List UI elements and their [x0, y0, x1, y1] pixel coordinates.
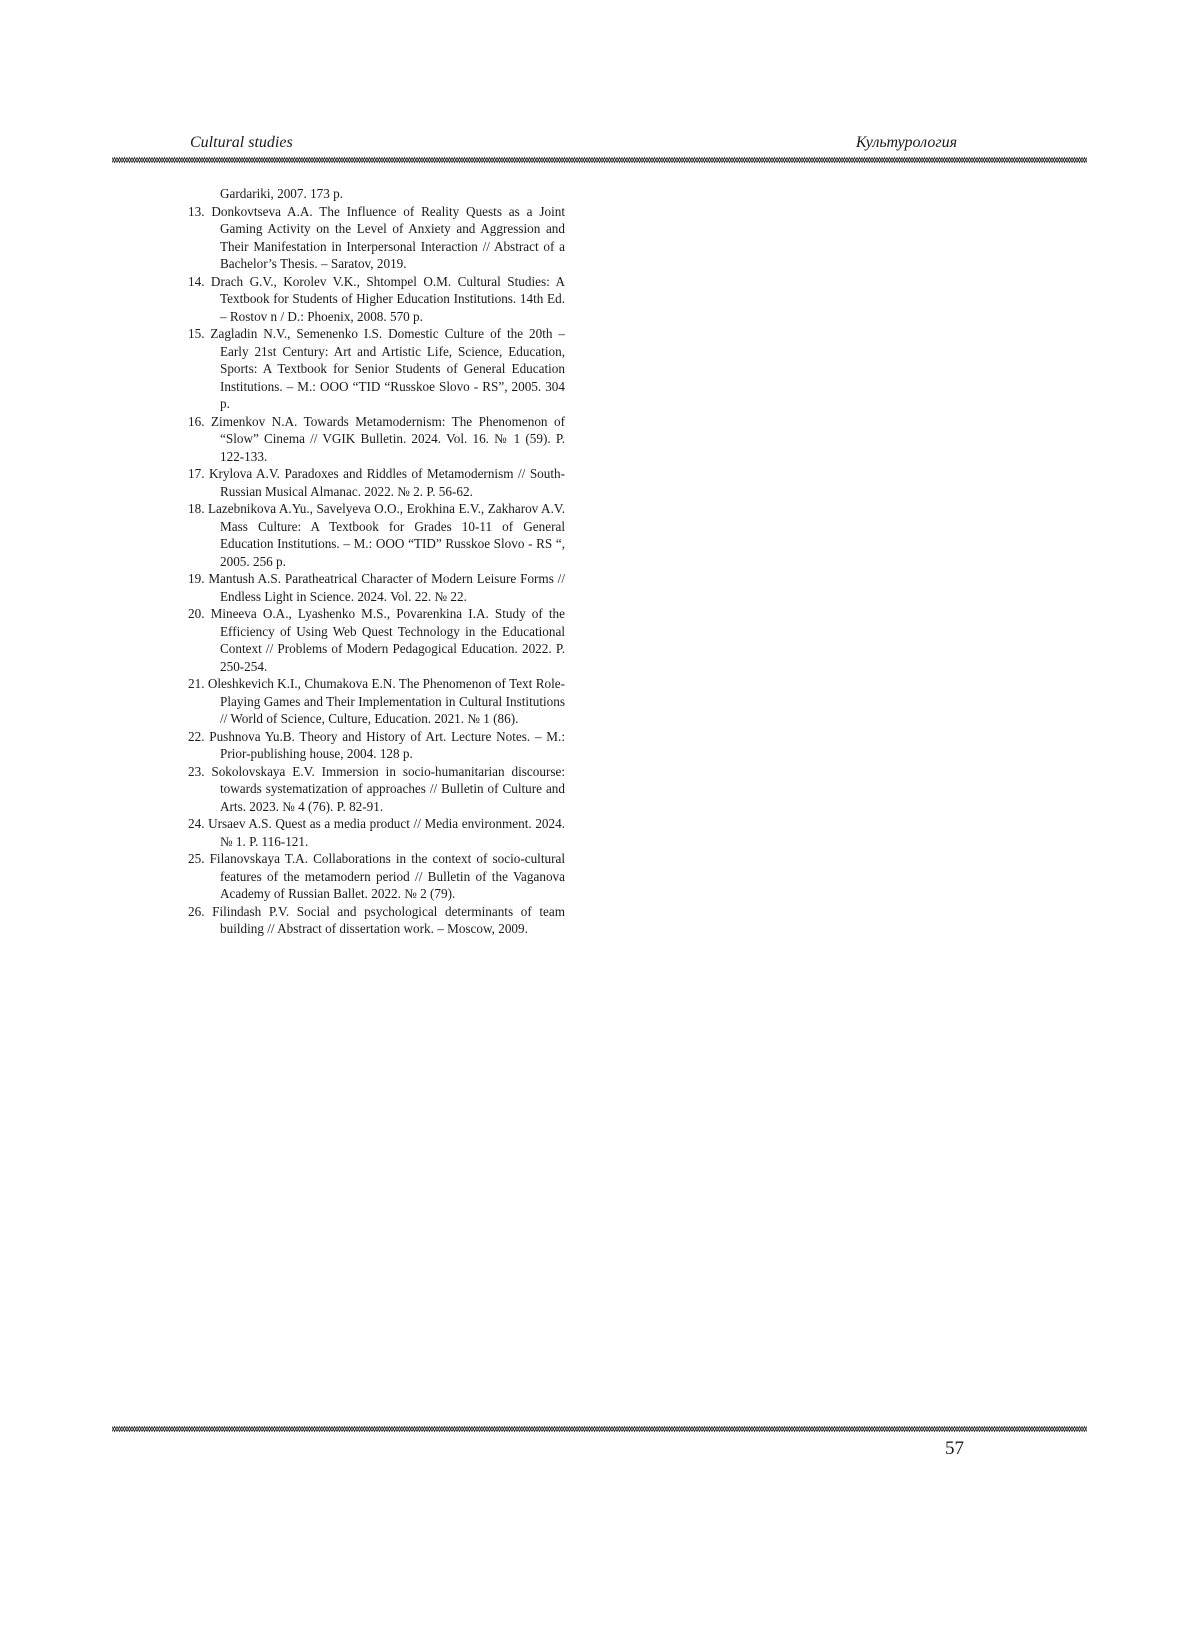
- reference-item: 14. Drach G.V., Korolev V.K., Shtompel O.M. Cultural Studies: A Textbook for Students of Higher Education Institutions. 14th Ed. – Rostov n / D.: Phoenix, 2008. 570 p.: [188, 273, 565, 324]
- running-header-left: Cultural studies: [190, 134, 293, 151]
- reference-item: 25. Filanovskaya T.A. Collaborations in the context of socio-cultural features of the metamodern period // Bulletin of the Vaganova Academy of Russian Ballet. 2022. № 2 (79).: [188, 851, 565, 901]
- reference-item: 15. Zagladin N.V., Semenenko I.S. Domestic Culture of the 20th – Early 21st Century: Art and Artistic Life, Science, Education, Sports: A Textbook for Senior Students of General Education Institutions. – M.: OOO “TID “Russkoe Slovo - RS”, 2005. 304 p.: [188, 326, 565, 411]
- decorative-bottom-rule: [112, 1425, 1087, 1433]
- reference-item: 22. Pushnova Yu.B. Theory and History of Art. Lecture Notes. – M.: Prior-publishing house, 2004. 128 p.: [188, 728, 565, 761]
- reference-item-continued: Gardariki, 2007. 173 p.: [220, 186, 344, 201]
- reference-item: 16. Zimenkov N.A. Towards Metamodernism: The Phenomenon of “Slow” Cinema // VGIK Bulletin. 2024. Vol. 16. № 1 (59). P. 122-133.: [188, 413, 565, 464]
- running-header-right: Культурология: [855, 134, 957, 151]
- decorative-top-rule: [112, 156, 1087, 164]
- reference-item: 24. Ursaev A.S. Quest as a media product // Media environment. 2024. № 1. P. 116-121.: [188, 816, 565, 849]
- page-number: 57: [945, 1438, 964, 1459]
- reference-item: 13. Donkovtseva A.A. The Influence of Reality Quests as a Joint Gaming Activity on the Level of Anxiety and Aggression and Their Manifestation in Interpersonal Interaction // Abstract of a Bachelor’s Thesis. – Saratov, 2019.: [188, 203, 565, 271]
- reference-item: 26. Filindash P.V. Social and psychological determinants of team building // Abstract of dissertation work. – Moscow, 2009.: [188, 903, 565, 936]
- reference-item: 17. Krylova A.V. Paradoxes and Riddles of Metamodernism // South-Russian Musical Almanac. 2022. № 2. P. 56-62.: [188, 466, 565, 499]
- reference-item: 18. Lazebnikova A.Yu., Savelyeva O.O., Erokhina E.V., Zakharov A.V. Mass Culture: A Textbook for Grades 10-11 of General Education Institutions. – M.: OOO “TID” Russkoe Slovo - RS “, 2005. 256 p.: [188, 501, 565, 569]
- reference-item: 23. Sokolovskaya E.V. Immersion in socio-humanitarian discourse: towards systematization of approaches // Bulletin of Culture and Arts. 2023. № 4 (76). P. 82-91.: [188, 763, 565, 814]
- reference-item: 21. Oleshkevich K.I., Chumakova E.N. The Phenomenon of Text Role-Playing Games and Their Implementation in Cultural Institutions // World of Science, Culture, Education. 2021. № 1 (86).: [188, 676, 565, 726]
- reference-item: 19. Mantush A.S. Paratheatrical Character of Modern Leisure Forms // Endless Light in Science. 2024. Vol. 22. № 22.: [188, 571, 565, 604]
- reference-item: 20. Mineeva O.A., Lyashenko M.S., Povarenkina I.A. Study of the Efficiency of Using Web Quest Technology in the Educational Context // Problems of Modern Pedagogical Education. 2022. P. 250-254.: [188, 606, 565, 674]
- reference-list: [188, 185, 565, 938]
